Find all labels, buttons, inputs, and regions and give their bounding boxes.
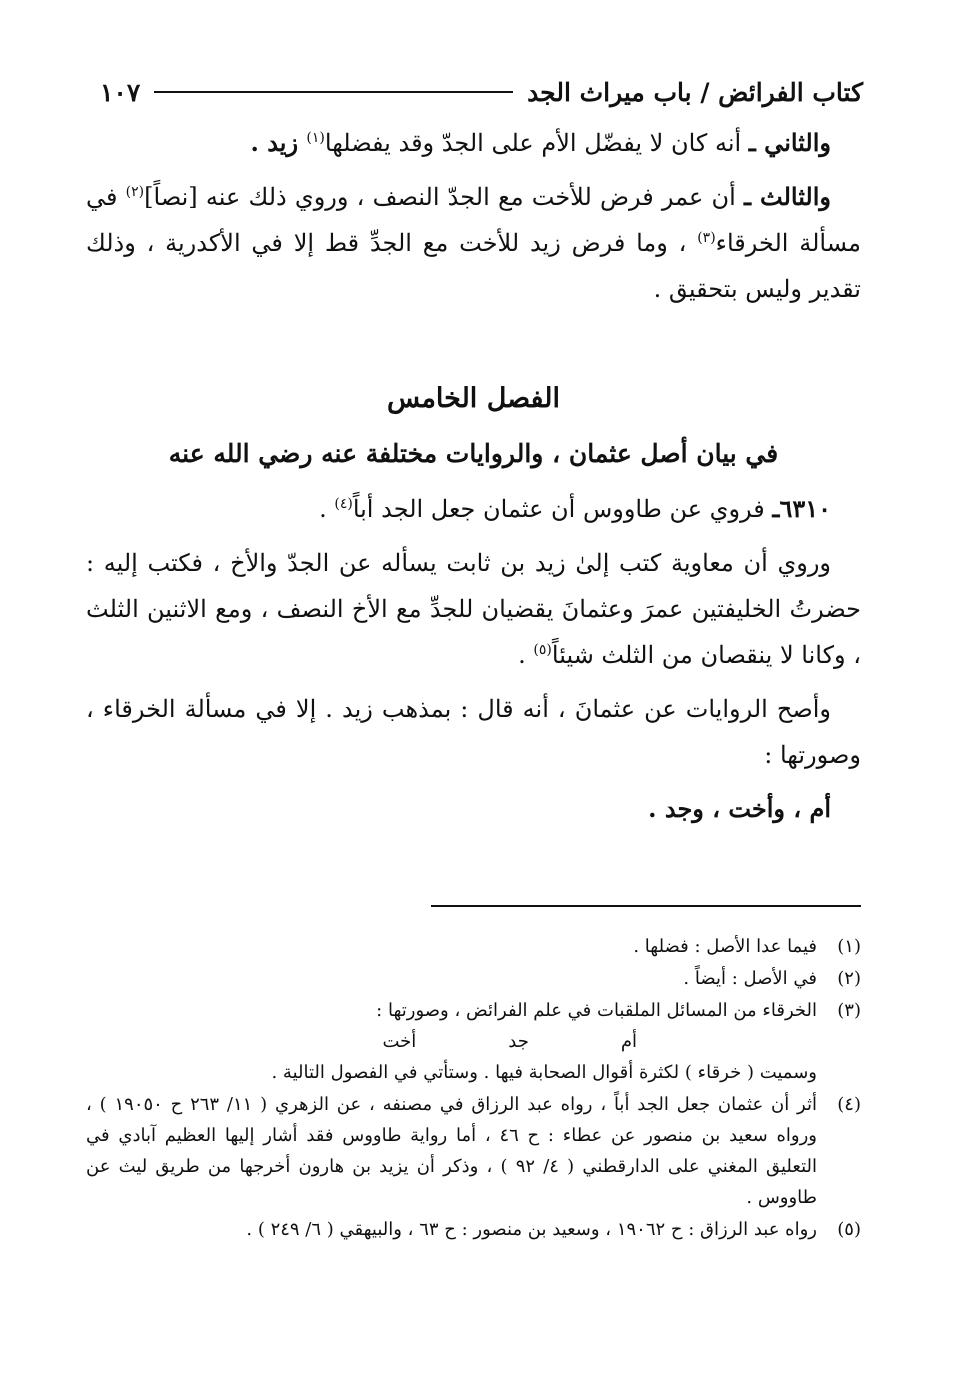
footnotes: [86, 930, 861, 1245]
paragraph-end: زيد .: [250, 128, 307, 157]
paragraph-text: فروي عن طاووس أن عثمان جعل الجد أباً: [352, 495, 773, 523]
chapter-title: الفصل الخامس: [387, 383, 560, 414]
paragraph-second-view: [86, 120, 861, 166]
case-heirs: أم ، وأخت ، وجد .: [648, 794, 831, 823]
page-number: ١٠٧: [100, 77, 141, 107]
paragraph-muawiya: [86, 540, 861, 678]
paragraph-label: والثالث ـ: [744, 182, 832, 211]
footnote-text: في الأصل : أيضاً .: [683, 968, 817, 989]
footnote-ref[interactable]: (٤): [334, 496, 353, 512]
footnote-number: (٣): [837, 1000, 861, 1021]
paragraph-end: .: [518, 641, 534, 669]
footnote-text: الخرقاء من المسائل الملقبات في علم الفرائض ، وصورتها :: [376, 1000, 817, 1021]
footnote-2: [86, 963, 861, 994]
footnote-text: أثر أن عثمان جعل الجد أباً ، رواه عبد الرزاق في مصنفه ، عن الزهري ( ١١/ ٢٦٣ ح ١٩٠٥٠ ) ، ورواه سعيد بن منصور عن عطاء : ح ٤٦ ، أما رواية طاووس فقد أشار إليها العظيم آبادي في التعليق المغني على الدارقطني ( ٤/ ٩٢ ) ، وذكر أن يزيد بن هارون أخرجها من طريق ليث عن طاووس .: [86, 1094, 817, 1208]
main-text: [86, 120, 861, 832]
paragraph-third-view: [86, 174, 861, 312]
footnote-text: رواه عبد الرزاق : ح ١٩٠٦٢ ، وسعيد بن منصور : ح ٦٣ ، والبيهقي ( ٦/ ٢٤٩ ) .: [246, 1219, 817, 1240]
chart-heir-grandfather: جد: [508, 1031, 529, 1052]
case-chart: [86, 1026, 817, 1057]
paragraph-text: أن عمر فرض للأخت مع الجدّ النصف ، وروي ذلك عنه [نصاً]: [144, 183, 745, 211]
paragraph-text: وروي أن معاوية كتب إلىٰ زيد بن ثابت يسأله عن الجدّ والأخ ، فكتب إليه : حضرتُ الخليفتين عمرَ وعثمانَ يقضيان للجدِّ مع الأخ النصف ، ومع الاثنين الثلث ، وكانا لا ينقصان من الثلث شيئاً: [86, 549, 861, 669]
footnote-number: (٢): [837, 968, 861, 989]
paragraph-case: [86, 786, 861, 832]
paragraph-text: ، وما فرض زيد للأخت مع الجدِّ قط إلا في الأكدرية ، وذلك تقدير وليس بتحقيق .: [86, 229, 861, 303]
chapter-subtitle: في بيان أصل عثمان ، والروايات مختلفة عنه رضي الله عنه: [168, 439, 779, 468]
paragraph-text: في مسألة الخرقاء: [86, 183, 861, 257]
footnote-4: [86, 1089, 861, 1213]
paragraph-numbered: [86, 486, 861, 532]
footnote-1: [86, 931, 861, 962]
footnote-number: (٤): [837, 1094, 861, 1115]
chart-heir-mother: أم: [620, 1031, 637, 1052]
paragraph-number: ٦٣١٠ـ: [772, 494, 831, 523]
running-header: [100, 72, 863, 112]
chart-heir-sister: أخت: [382, 1031, 417, 1052]
footnote-ref[interactable]: (٢): [125, 184, 145, 200]
footnote-separator: [431, 905, 861, 907]
running-title: كتاب الفرائض / باب ميراث الجد: [527, 77, 863, 107]
footnote-ref[interactable]: (٥): [533, 642, 552, 658]
footnote-text-continued: وسميت ( خرقاء ) لكثرة أقوال الصحابة فيها . وستأتي في الفصول التالية .: [271, 1062, 817, 1083]
footnote-text: فيما عدا الأصل : فضلها .: [633, 936, 817, 957]
paragraph-text: أنه كان لا يفضّل الأم على الجدّ وقد يفضلها: [324, 129, 749, 157]
footnote-ref[interactable]: (٣): [697, 230, 716, 246]
footnote-5: [86, 1214, 861, 1245]
paragraph-end: .: [319, 495, 335, 523]
footnote-number: (٥): [837, 1219, 861, 1240]
footnote-number: (١): [837, 936, 861, 957]
footnote-ref[interactable]: (١): [306, 130, 325, 146]
paragraph-label: والثاني ـ: [748, 128, 831, 157]
header-rule: [154, 91, 513, 93]
paragraph-uthman: وأصح الروايات عن عثمانَ ، أنه قال : بمذهب زيد . إلا في مسألة الخرقاء ، وصورتها :: [86, 695, 861, 769]
footnote-3: [86, 995, 861, 1088]
